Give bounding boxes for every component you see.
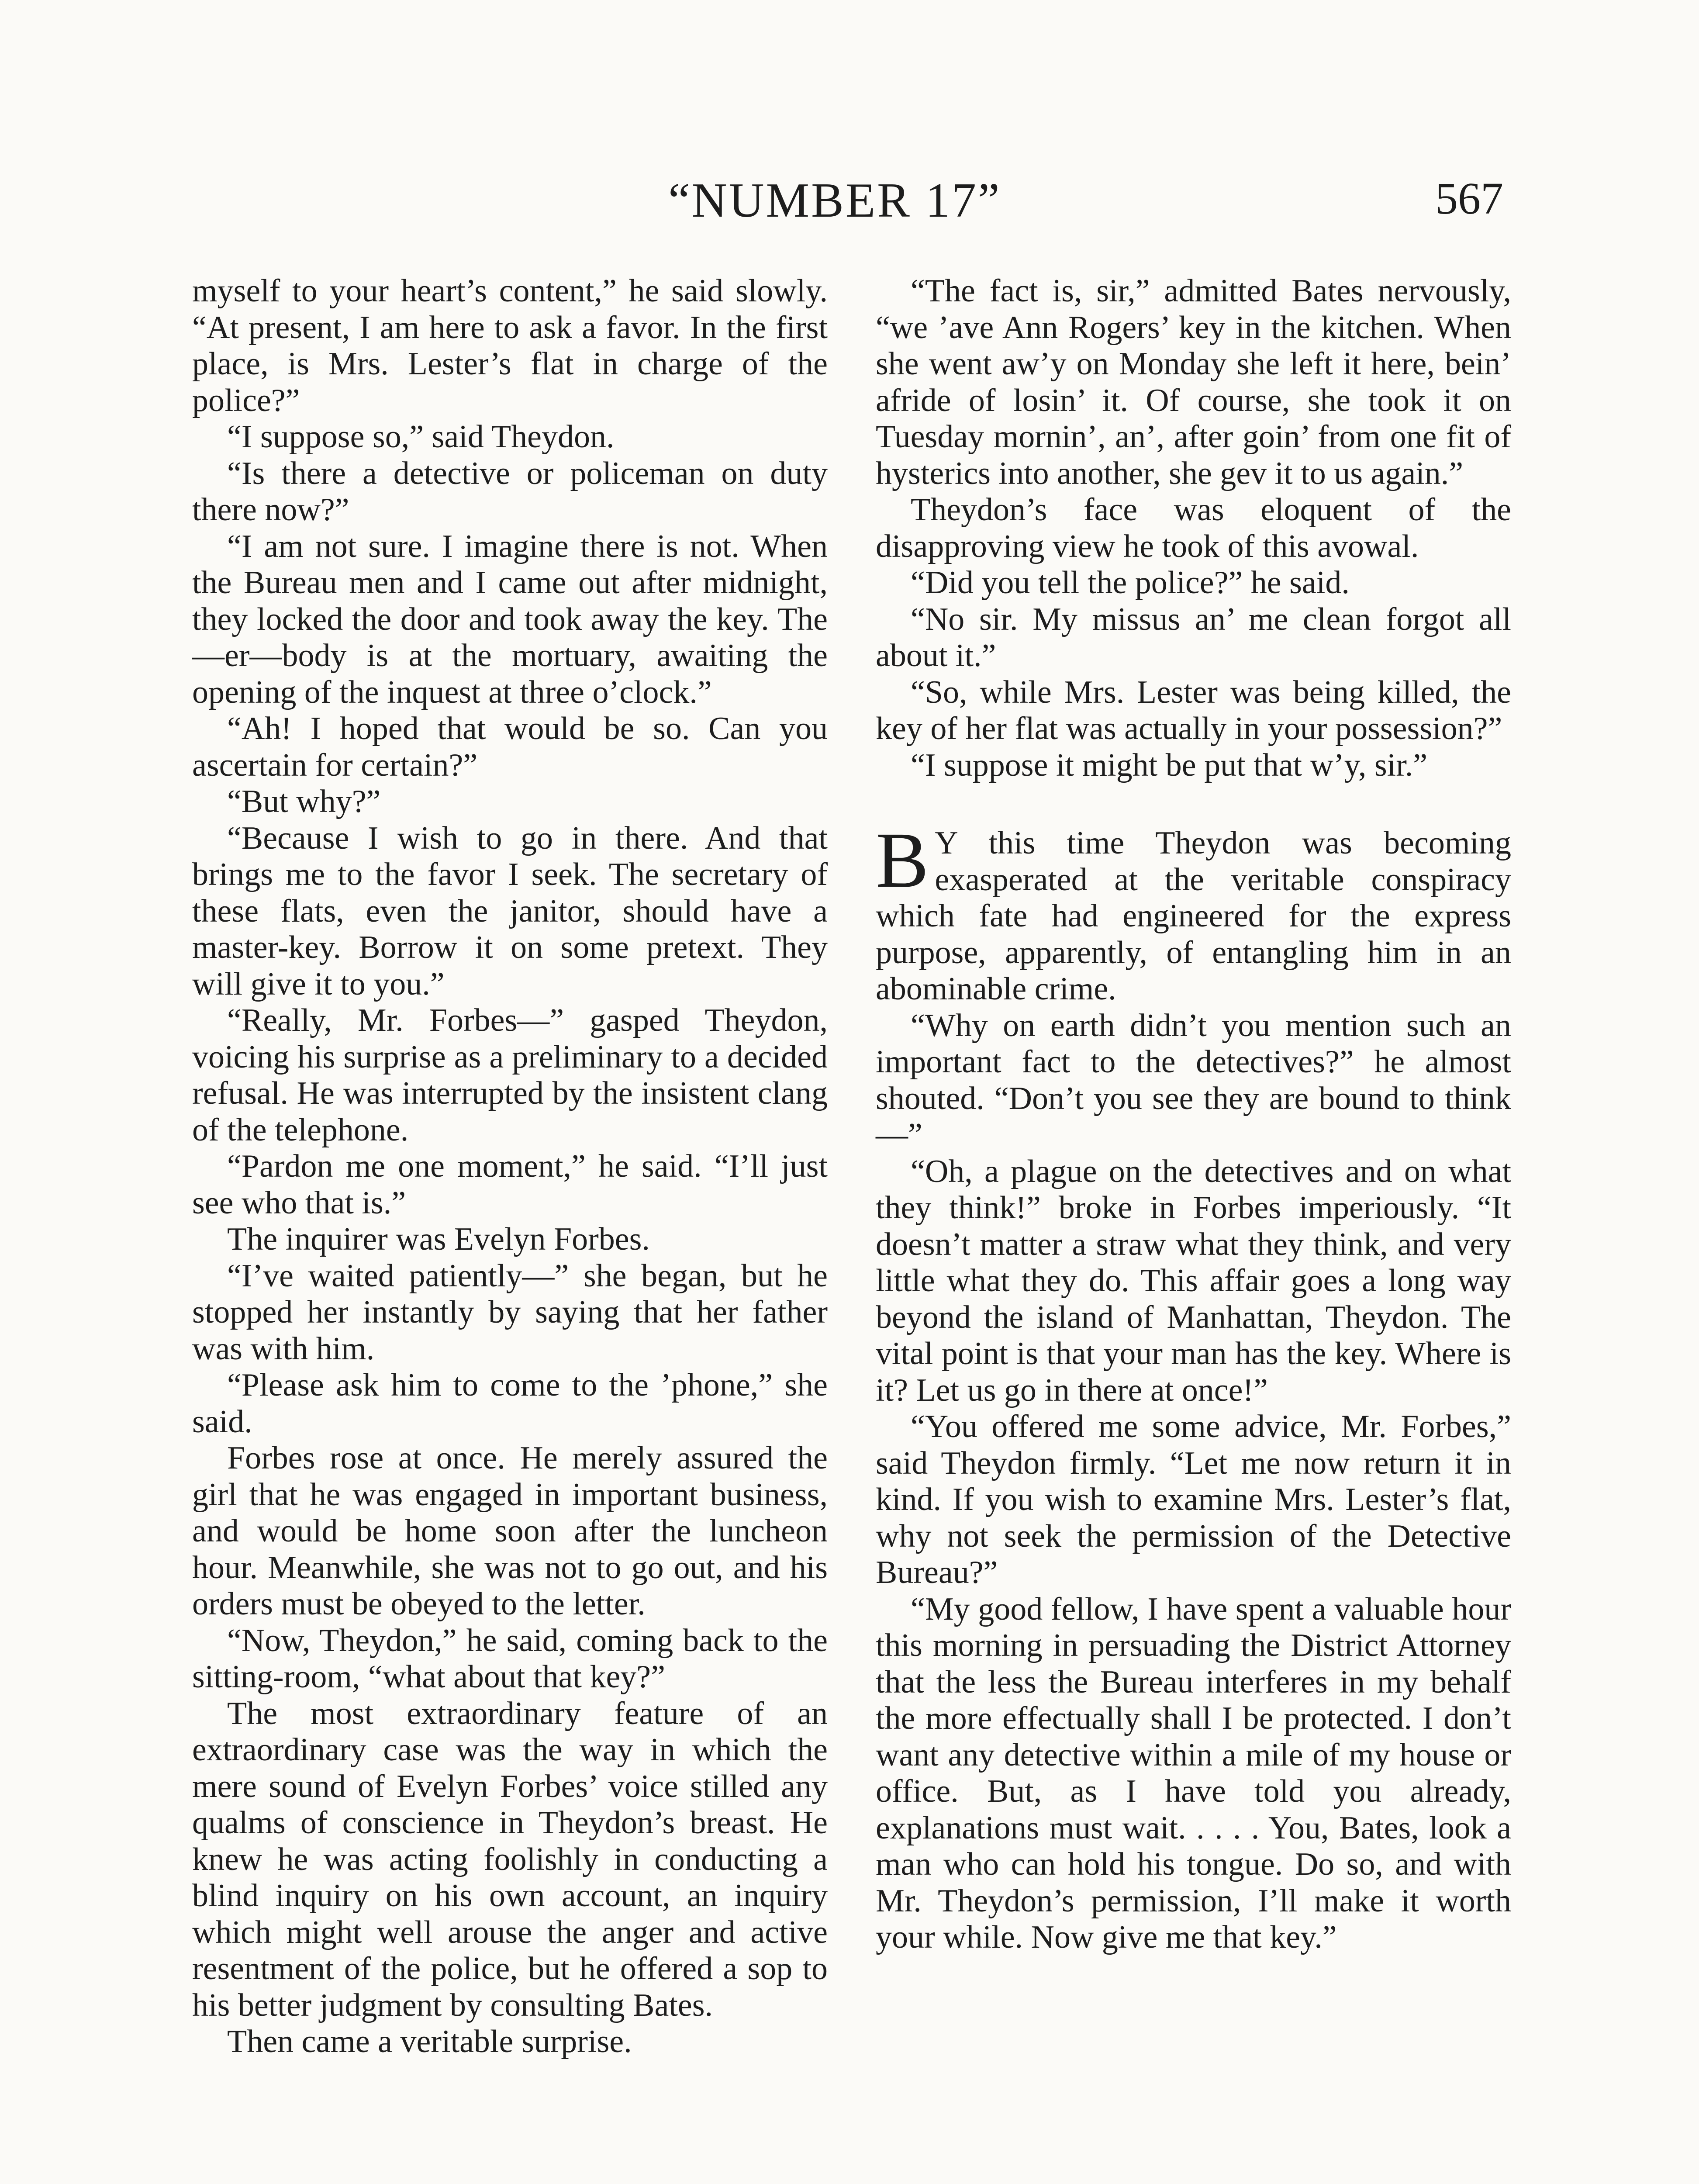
paragraph: “So, while Mrs. Lester was being killed, the key of her flat was actually in your possession?” bbox=[876, 674, 1511, 746]
section-opening-text: Y this time Theydon was becoming exasperated at the veritable conspiracy which fate had engineered for the express purpose, apparently, of entangling him in an abominable crime. bbox=[876, 825, 1511, 1007]
paragraph: The most extraordinary feature of an extraordinary case was the way in which the mere sound of Evelyn Forbes’ voice stilled any qualms of conscience in Theydon’s breast. He knew he was acting foolishly in conducting a blind inquiry on his own account, an inquiry which might well arouse the anger and active resentment of the police, but he offered a sop to his better judgment by consulting Bates. bbox=[192, 1695, 828, 2023]
paragraph: Theydon’s face was eloquent of the disapproving view he took of this avowal. bbox=[876, 492, 1511, 564]
paragraph: “Why on earth didn’t you mention such an important fact to the detectives?” he almost shouted. “Don’t you see they are bound to think—” bbox=[876, 1007, 1511, 1153]
paragraph: “I’ve waited patiently—” she began, but he stopped her instantly by saying that her father was with him. bbox=[192, 1258, 828, 1367]
paragraph: Forbes rose at once. He merely assured the girl that he was engaged in important business, and would be home soon after the luncheon hour. Meanwhile, she was not to go out, and his orders must be obeyed to the letter. bbox=[192, 1440, 828, 1622]
paragraph: The inquirer was Evelyn Forbes. bbox=[227, 1221, 650, 1257]
paragraph: “Now, Theydon,” he said, coming back to the sitting-room, “what about that key?” bbox=[192, 1622, 828, 1695]
paragraph: “I suppose so,” said Theydon. bbox=[227, 419, 615, 455]
paragraph: “Is there a detective or policeman on duty there now?” bbox=[192, 455, 828, 528]
page-number: 567 bbox=[1435, 173, 1503, 224]
paragraph: “The fact is, sir,” admitted Bates nervously, “we ’ave Ann Rogers’ key in the kitchen. When she went aw’y on Monday she left it here, bein’ afride of losin’ it. Of course, she took it on Tuesday mornin’, an’, after goin’ from one fit of hysterics into another, she gev it to us again.” bbox=[876, 273, 1511, 491]
running-title: “NUMBER 17” bbox=[668, 173, 1001, 228]
paragraph: “But why?” bbox=[227, 784, 381, 819]
paragraph: “You offered me some advice, Mr. Forbes,” said Theydon firmly. “Let me now return it in kind. If you wish to examine Mrs. Lester’s flat, why not seek the permission of the Detective Bureau?” bbox=[876, 1409, 1511, 1590]
section-opening-paragraph bbox=[876, 816, 1511, 1008]
paragraph: Then came a veritable surprise. bbox=[227, 2024, 632, 2060]
paragraph: “I suppose it might be put that w’y, sir.” bbox=[911, 747, 1428, 783]
drop-cap: B bbox=[876, 816, 929, 904]
paragraph: “Oh, a plague on the detectives and on what they think!” broke in Forbes imperiously. “It doesn’t matter a straw what they think, and very little what they do. This affair goes a long way beyond the island of Manhattan, Theydon. The vital point is that your man has the key. Where is it? Let us go in there at once!” bbox=[876, 1153, 1511, 1408]
paragraph: “I am not sure. I imagine there is not. When the Bureau men and I came out after midnight, they locked the door and took away the key. The —er—body is at the mortuary, awaiting the opening of the inquest at three o’clock.” bbox=[192, 528, 828, 710]
paragraph: “Because I wish to go in there. And that brings me to the favor I seek. The secretary of these flats, even the janitor, should have a master-key. Borrow it on some pretext. They will give it to you.” bbox=[192, 820, 828, 1002]
paragraph: “Ah! I hoped that would be so. Can you ascertain for certain?” bbox=[192, 711, 828, 783]
right-column bbox=[876, 273, 1511, 1956]
paragraph: “Did you tell the police?” he said. bbox=[911, 565, 1350, 601]
paragraph: “Pardon me one moment,” he said. “I’ll just see who that is.” bbox=[192, 1148, 828, 1221]
paragraph: “Really, Mr. Forbes—” gasped Theydon, voicing his surprise as a preliminary to a decided refusal. He was interrupted by the insistent clang of the telephone. bbox=[192, 1002, 828, 1148]
paragraph: “Please ask him to come to the ’phone,” she said. bbox=[192, 1367, 828, 1440]
paragraph: “No sir. My missus an’ me clean forgot all about it.” bbox=[876, 601, 1511, 674]
left-column bbox=[192, 273, 828, 2060]
paragraph: myself to your heart’s content,” he said slowly. “At present, I am here to ask a favor. In the first place, is Mrs. Lester’s flat in charge of the police?” bbox=[192, 273, 828, 418]
paragraph: “My good fellow, I have spent a valuable hour this morning in persuading the District Attorney that the less the Bureau interferes in my behalf the more effectually shall I be protected. I don’t want any detective within a mile of my house or office. But, as I have told you already, explanations must wait. . . . . You, Bates, look a man who can hold his tongue. Do so, and with Mr. Theydon’s permission, I’ll make it worth your while. Now give me that key.” bbox=[876, 1591, 1511, 1955]
